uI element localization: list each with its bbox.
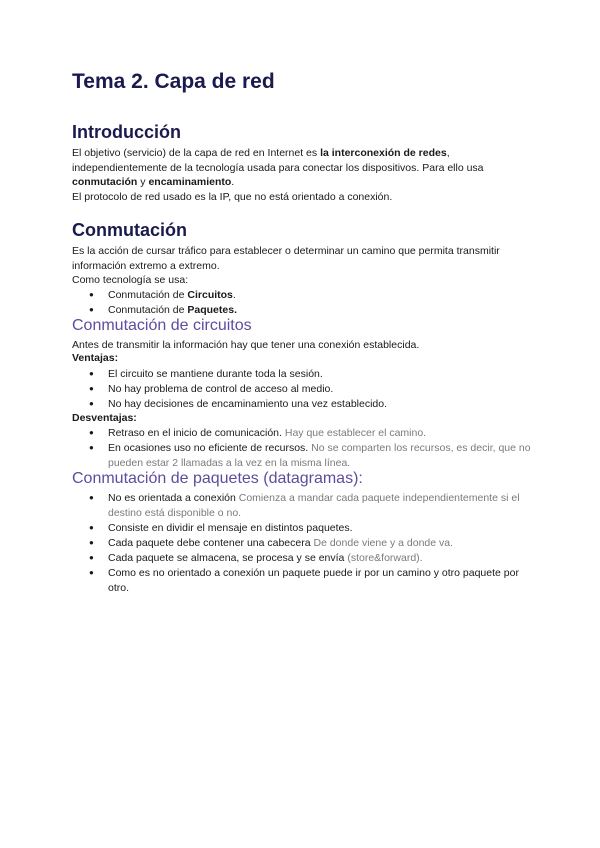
list-item — [72, 426, 532, 441]
list-item-text: Consiste en dividir el mensaje en distintos paquetes. — [108, 521, 353, 534]
conmutacion-list — [72, 288, 532, 318]
list-item-text: Conmutación de — [108, 304, 188, 317]
list-item-note: (store&forward). — [344, 552, 423, 565]
list-item-note: Comienza a mandar cada paquete independientemente si el destino está disponible o no. — [108, 492, 520, 519]
list-item-text: Conmutación de — [108, 289, 188, 301]
list-item-text: Como es no orientado a conexión un paquete puede ir por un camino y otro paquete por otro. — [108, 567, 519, 594]
page-title: Tema 2. Capa de red — [72, 70, 275, 93]
intro-text-g: . — [231, 176, 235, 189]
intro-text-e: y — [137, 176, 149, 189]
list-item-text: . — [232, 289, 236, 301]
list-item — [72, 441, 532, 470]
list-item — [72, 566, 532, 595]
intro-text-a: El objetivo (servicio) de la capa de red en Internet es — [72, 147, 321, 159]
conmutacion-definition: Es la acción de cursar tráfico para establecer o determinar un camino que permita transmitir información extremo a extremo. — [72, 245, 500, 272]
ventajas-label: Ventajas: — [72, 352, 119, 364]
list-item-note: Hay que establecer el camino. — [281, 427, 427, 439]
list-item-note: De donde viene y a donde va. — [310, 536, 454, 549]
intro-bold-encaminamiento: encaminamiento — [148, 176, 232, 189]
list-item — [72, 491, 532, 520]
intro-bold-interconexion: la interconexión de redes — [320, 147, 447, 159]
list-item: ● No hay problema de control de acceso al medio. — [72, 382, 532, 397]
heading-conmutacion-circuitos: Conmutación de circuitos — [72, 317, 252, 334]
list-item-text: Cada paquete debe contener una cabecera — [108, 536, 311, 549]
ventajas-list — [72, 367, 532, 413]
list-item — [72, 288, 532, 303]
conmutacion-tecnologia: Como tecnología se usa: — [72, 274, 189, 286]
list-item-text: No es orientada a conexión — [108, 492, 236, 504]
list-item-text: En ocasiones uso no eficiente de recursos. — [108, 442, 309, 455]
list-item — [72, 536, 532, 551]
list-item-bold: Paquetes. — [187, 304, 237, 317]
list-item-note: No se comparten los recursos, es decir, que no pueden estar 2 llamadas a la vez en la misma línea. — [108, 442, 531, 469]
circuitos-paragraph: Antes de transmitir la información hay que tener una conexión establecida. — [72, 339, 420, 351]
list-item-bold: Circuitos — [187, 289, 233, 301]
intro-paragraph — [72, 146, 532, 190]
intro-text-c: , independientemente de la tecnología usada para conectar los dispositivos. Para ello usa — [72, 147, 484, 174]
heading-introduccion: Introducción — [72, 122, 181, 142]
heading-conmutacion: Conmutación — [72, 220, 187, 240]
desventajas-label: Desventajas: — [72, 412, 137, 424]
paquetes-list — [72, 491, 532, 596]
list-item — [72, 551, 532, 566]
list-item — [72, 521, 532, 536]
intro-protocol-paragraph: El protocolo de red usado es la IP, que no está orientado a conexión. — [72, 191, 393, 203]
list-item-text: Cada paquete se almacena, se procesa y se envía — [108, 552, 345, 565]
list-item-text: Retraso en el inicio de comunicación. — [108, 427, 282, 439]
list-item — [72, 303, 532, 318]
list-item: ● No hay decisiones de encaminamiento una vez establecido. — [72, 397, 532, 412]
list-item: ● El circuito se mantiene durante toda la sesión. — [72, 367, 532, 382]
intro-bold-conmutacion: conmutación — [72, 176, 138, 189]
heading-conmutacion-paquetes: Conmutación de paquetes (datagramas): — [72, 470, 363, 487]
desventajas-list — [72, 426, 532, 471]
